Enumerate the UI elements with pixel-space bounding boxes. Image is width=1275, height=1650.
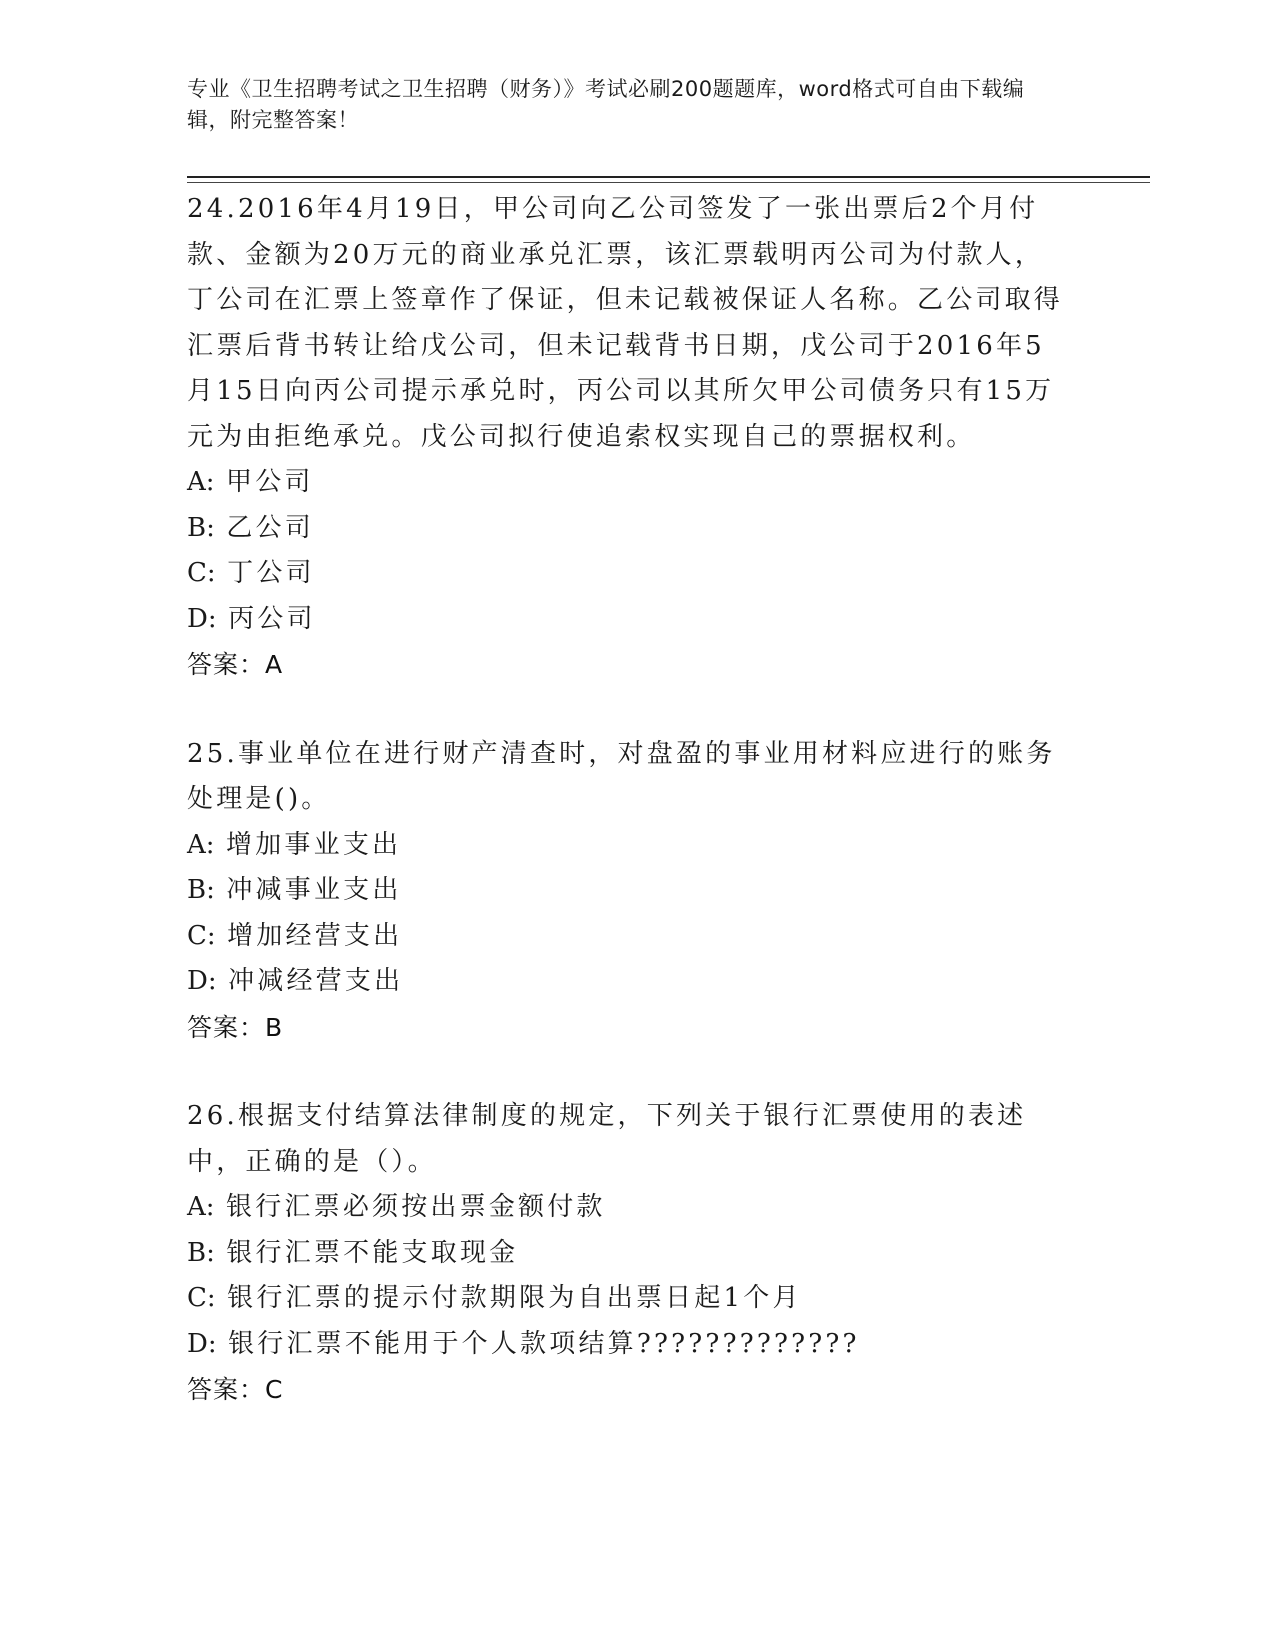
option-a bbox=[187, 460, 1067, 506]
option-text: 丁公司 bbox=[227, 558, 315, 588]
option-letter: A: bbox=[187, 467, 215, 497]
option-a bbox=[187, 1185, 1067, 1231]
option-letter: B: bbox=[187, 875, 215, 905]
option-text: 银行汇票不能用于个人款项结算????????????? bbox=[228, 1328, 860, 1359]
question-stem: 25.事业单位在进行财产清查时，对盘盈的事业用材料应进行的账务处理是()。 bbox=[187, 738, 1056, 814]
answer-line: 答案：A bbox=[187, 650, 284, 679]
header-divider-thick bbox=[187, 176, 1150, 178]
question-stem: 26.根据支付结算法律制度的规定，下列关于银行汇票使用的表述中，正确的是（）。 bbox=[187, 1101, 1027, 1177]
option-d bbox=[187, 959, 1067, 1005]
option-letter: C: bbox=[187, 1283, 216, 1313]
option-b bbox=[187, 868, 1067, 914]
question-24 bbox=[187, 187, 1067, 688]
option-text: 乙公司 bbox=[226, 512, 314, 543]
option-letter: B: bbox=[187, 1237, 215, 1268]
option-letter: D: bbox=[187, 603, 217, 634]
option-b bbox=[187, 1231, 1067, 1277]
option-b bbox=[187, 506, 1067, 552]
header-divider-thin bbox=[187, 182, 1150, 183]
question-25 bbox=[187, 732, 1067, 1051]
option-text: 增加事业支出 bbox=[226, 829, 402, 860]
option-letter: D: bbox=[187, 966, 217, 996]
option-text: 丙公司 bbox=[228, 603, 316, 634]
option-d bbox=[187, 597, 1067, 643]
option-text: 银行汇票的提示付款期限为自出票日起1个月 bbox=[227, 1283, 802, 1313]
option-letter: D: bbox=[187, 1328, 217, 1359]
answer-line: 答案：B bbox=[187, 1012, 284, 1042]
option-letter: A: bbox=[187, 1192, 215, 1222]
option-c bbox=[187, 914, 1067, 960]
question-stem: 24.2016年4月19日，甲公司向乙公司签发了一张出票后2个月付款、金额为20万元的商业承兑汇票，该汇票载明丙公司为付款人，丁公司在汇票上签章作了保证，但未记载被保证人名称。乙公司取得汇票后背书转让给戊公司，但未记载背书日期，戊公司于2016年5月15日向丙公司提示承兑时，丙公司以其所欠甲公司债务只有15万元为由拒绝承兑。戊公司拟行使追索权实现自己的票据权利。 bbox=[187, 194, 1064, 452]
option-text: 冲减事业支出 bbox=[226, 875, 402, 905]
document-header: 专业《卫生招聘考试之卫生招聘（财务）》考试必刷200题题库，word格式可自由下载编辑，附完整答案！ bbox=[187, 77, 1025, 132]
option-text: 甲公司 bbox=[226, 467, 314, 497]
option-d bbox=[187, 1322, 1067, 1368]
option-c bbox=[187, 551, 1067, 597]
option-text: 银行汇票不能支取现金 bbox=[226, 1237, 519, 1268]
question-list bbox=[187, 187, 1067, 1457]
option-c bbox=[187, 1276, 1067, 1322]
option-letter: A: bbox=[187, 829, 215, 860]
option-a bbox=[187, 823, 1067, 869]
answer-line: 答案：C bbox=[187, 1375, 284, 1404]
question-26 bbox=[187, 1094, 1067, 1413]
option-letter: C: bbox=[187, 558, 216, 588]
option-text: 增加经营支出 bbox=[227, 920, 403, 951]
option-letter: C: bbox=[187, 920, 216, 951]
option-text: 冲减经营支出 bbox=[228, 966, 404, 996]
option-text: 银行汇票必须按出票金额付款 bbox=[226, 1192, 606, 1222]
option-letter: B: bbox=[187, 512, 215, 543]
